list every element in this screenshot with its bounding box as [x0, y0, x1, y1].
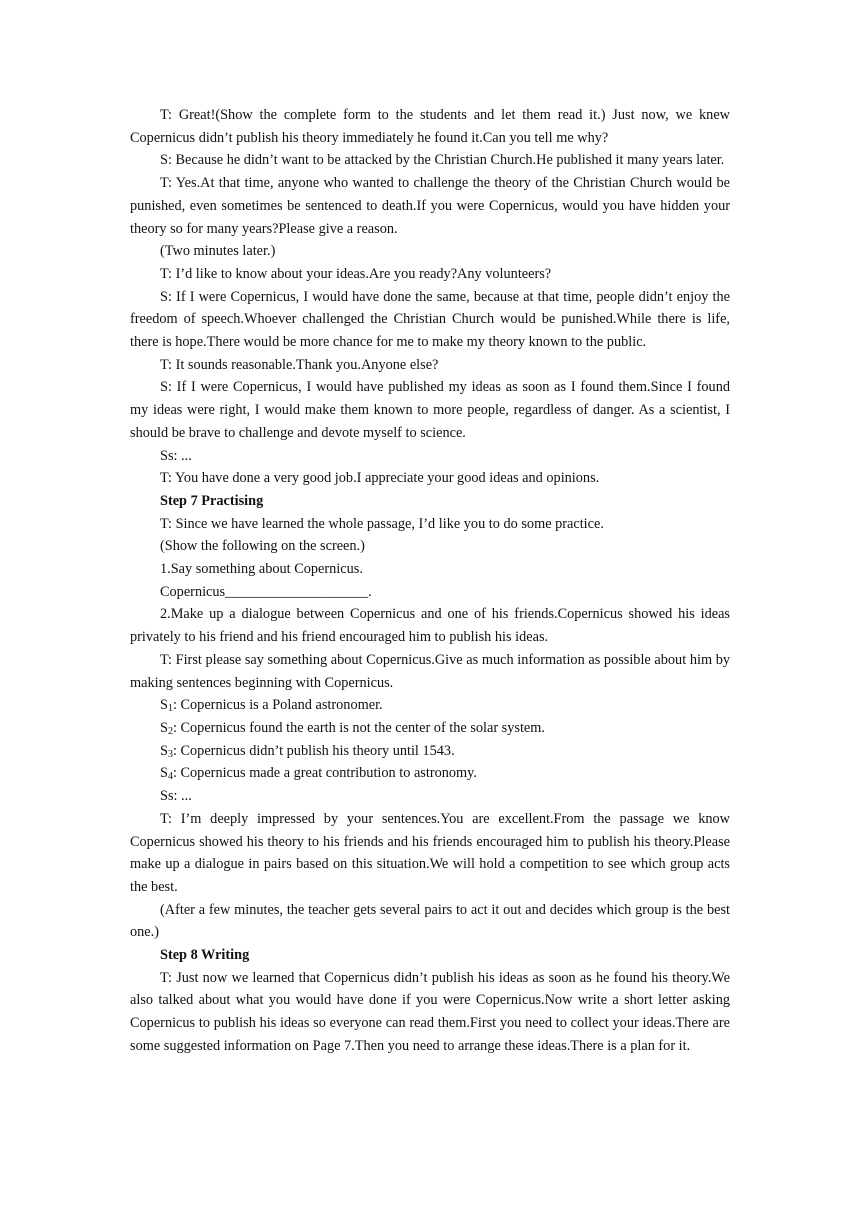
speaker-label: S — [160, 765, 168, 782]
paragraph: S: If I were Copernicus, I would have published my ideas as soon as I found them.Since I found my ideas were right, I would make them known to more people, regardless of danger. As a scientist, I should be brave to challenge and devote myself to science. — [130, 379, 730, 441]
speaker-label: S — [160, 742, 168, 759]
speaker-number: 1 — [167, 703, 173, 715]
paragraph: T: Since we have learned the whole passage, I’d like you to do some practice. — [160, 515, 604, 532]
speaker-label: S — [160, 697, 168, 714]
section-heading: Step 7 Practising — [160, 492, 264, 509]
speaker-number: 3 — [167, 748, 173, 760]
paragraph: T: I’d like to know about your ideas.Are you ready?Any volunteers? — [160, 265, 552, 282]
section-heading: Step 8 Writing — [160, 947, 250, 964]
speaker-number: 4 — [167, 771, 173, 783]
sentence-text: : Copernicus didn’t publish his theory until 1543. — [172, 742, 455, 759]
paragraph: 2.Make up a dialogue between Copernicus and one of his friends.Copernicus showed his ideas privately to his friend and his friend encouraged him to publish his ideas. — [130, 606, 730, 646]
paragraph: Copernicus____________________. — [160, 583, 372, 600]
sentence-text: : Copernicus made a great contribution to astronomy. — [172, 765, 477, 782]
paragraph: S: Because he didn’t want to be attacked by the Christian Church.He published it many years later. — [160, 152, 725, 169]
sentence-text: : Copernicus is a Poland astronomer. — [172, 697, 383, 714]
paragraph: T: Yes.At that time, anyone who wanted to challenge the theory of the Christian Church would be punished, even sometimes be sentenced to death.If you were Copernicus, would you have hidden your theory so for many years?Please give a reason. — [130, 175, 730, 237]
sentence-text: : Copernicus found the earth is not the center of the solar system. — [172, 719, 545, 736]
paragraph: (Show the following on the screen.) — [160, 538, 365, 555]
paragraph: (Two minutes later.) — [160, 243, 276, 260]
student-sentence — [130, 717, 730, 740]
speaker-number: 2 — [167, 725, 173, 737]
paragraph: T: I’m deeply impressed by your sentences.You are excellent.From the passage we know Copernicus showed his theory to his friends and his friends encouraged him to publish his theory.Please make up a dialogue in pairs based on this situation.We will hold a competition to see which group acts the best. — [130, 810, 730, 895]
paragraph: (After a few minutes, the teacher gets several pairs to act it out and decides which group is the best one.) — [130, 901, 730, 941]
paragraph: T: First please say something about Copernicus.Give as much information as possible about him by making sentences beginning with Copernicus. — [130, 651, 730, 691]
paragraph: Ss: ... — [160, 447, 192, 464]
paragraph: S: If I were Copernicus, I would have done the same, because at that time, people didn’t enjoy the freedom of speech.Whoever challenged the Christian Church would be punished.While there is life, there is hope.There would be more chance for me to make my theory known to the public. — [130, 288, 730, 351]
paragraph: T: It sounds reasonable.Thank you.Anyone else? — [160, 356, 439, 373]
student-sentence — [130, 740, 730, 763]
student-sentence — [130, 694, 730, 717]
paragraph: T: You have done a very good job.I appreciate your good ideas and opinions. — [160, 470, 600, 487]
speaker-label: S — [160, 719, 168, 736]
paragraph: T: Just now we learned that Copernicus didn’t publish his ideas as soon as he found his theory.We also talked about what you would have done if you were Copernicus.Now write a short letter asking Copernicus to publish his ideas so everyone can read them.First you need to collect your ideas.There are some suggested information on Page 7.Then you need to arrange these ideas.There is a plan for it. — [130, 969, 730, 1054]
paragraph: 1.Say something about Copernicus. — [160, 561, 363, 578]
document-page — [130, 104, 730, 1058]
paragraph: Ss: ... — [160, 788, 192, 805]
paragraph: T: Great!(Show the complete form to the students and let them read it.) Just now, we knew Copernicus didn’t publish his theory immediately he found it.Can you tell me why? — [130, 107, 730, 146]
student-sentence — [130, 762, 730, 785]
